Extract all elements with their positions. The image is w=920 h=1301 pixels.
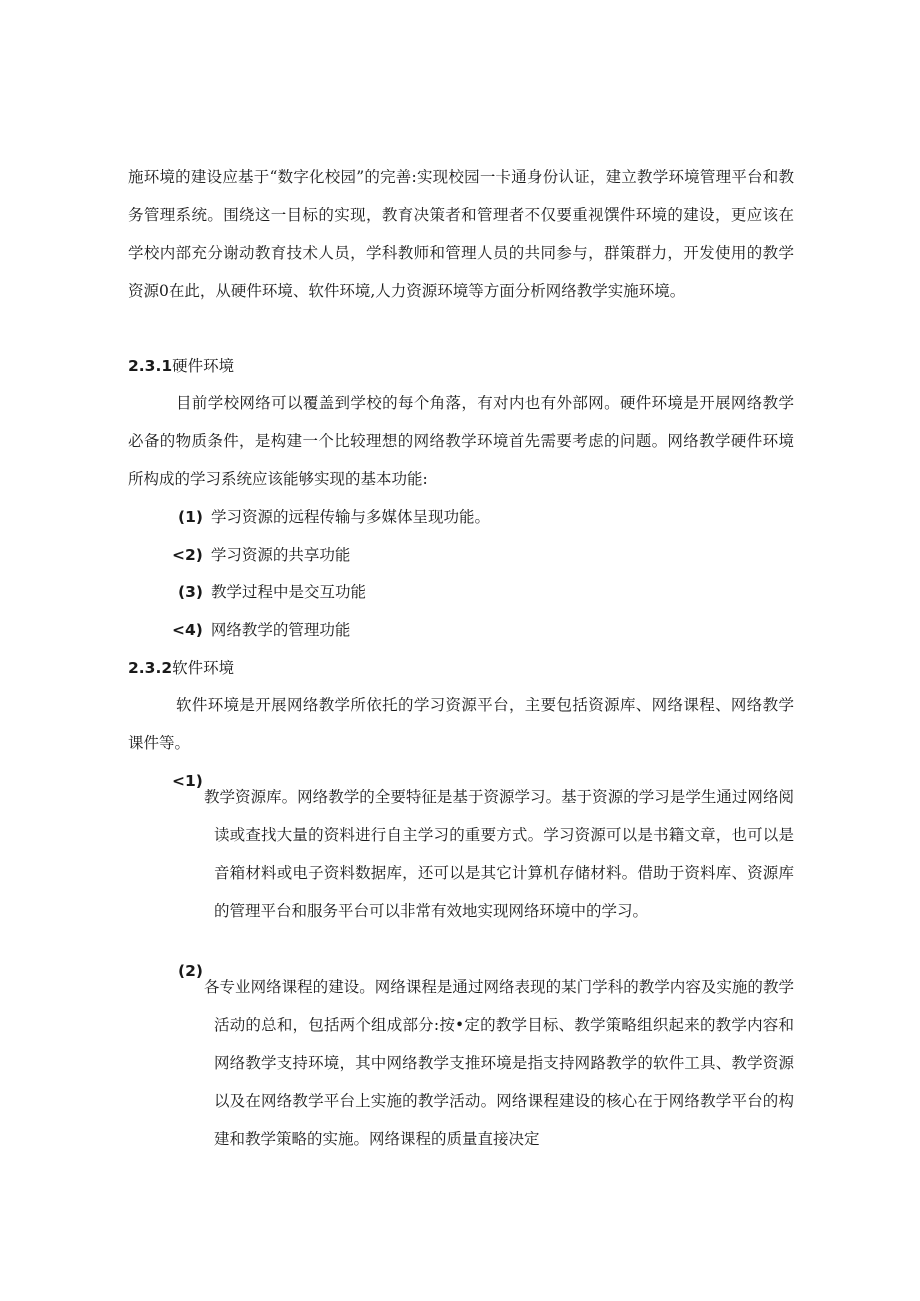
list-item-text: 网络教学的管理功能	[210, 621, 351, 639]
list-marker: <4)	[172, 621, 203, 639]
section-title: 硬件环境	[172, 357, 235, 375]
list-item-text: 教学资源库。网络教学的全要特征是基于资源学习。基于资源的学习是学生通过网络阅读或查找大量的资料进行自主学习的重要方式。学习资源可以是书籍文章，也可以是音箱材料或电子资料数据库，还可以是其它计算机存储材料。借助于资料库、资源库的管理平台和服务平台可以非常有效地实现网络环境中的学习。	[204, 787, 794, 920]
list-marker: (2)	[178, 962, 203, 980]
section-title: 软件环境	[172, 659, 235, 677]
list-marker: (1)	[178, 508, 203, 526]
hardware-paragraph: 目前学校网络可以覆盖到学校的每个角落，有对内也有外部网。硬件环境是开展网络教学必备的物质条件，是构建一个比较理想的网络教学环境首先需要考虑的问题。网络教学硬件环境所构成的学习系统应该能够实现的基本功能:	[128, 394, 794, 488]
list-item	[178, 505, 490, 529]
software-paragraph: 软件环境是开展网络教学所依托的学习资源平台，主要包括资源库、网络课程、网络教学课件等。	[128, 696, 794, 752]
list-marker: (3)	[178, 583, 203, 601]
list-marker: <2)	[172, 546, 203, 564]
list-item-text: 学习资源的远程传输与多媒体呈现功能。	[210, 508, 490, 526]
section-number: 2.3.1	[128, 357, 173, 375]
list-item-text: 学习资源的共享功能	[210, 546, 351, 564]
intro-paragraph: 施环境的建设应基于“数字化校园”的完善:实现校园一卡通身份认证，建立教学环境管理平台和教务管理系统。围绕这一目标的实现，教育决策者和管理者不仅要重视馔件环境的建设，更应该在学校内部充分谢动教育技术人员，学科教师和管理人员的共同参与，群策群力，开发使用的教学资源0在此，从硬件环境、软件环境,人力资源环境等方面分析网络教学实施环境。	[128, 168, 794, 300]
list-marker: <1)	[172, 772, 203, 790]
section-number: 2.3.2	[128, 659, 173, 677]
section-heading-software	[128, 656, 234, 680]
list-item	[178, 580, 366, 604]
list-item-text: 各专业网络课程的建设。网络课程是通过网络表现的某门学科的教学内容及实施的教学活动的总和，包括两个组成部分:按•定的教学目标、教学策略组织起来的教学内容和网络教学支持环境，其中网络教学支推环境是指支持网路教学的软件工具、教学资源以及在网络教学平台上实施的教学活动。网络课程建设的核心在于网络教学平台的构建和教学策略的实施。网络课程的质量直接决定	[204, 977, 794, 1148]
list-item-text: 教学过程中是交互功能	[210, 583, 366, 601]
section-heading-hardware	[128, 354, 234, 378]
list-item	[172, 618, 350, 642]
list-item	[172, 543, 350, 567]
